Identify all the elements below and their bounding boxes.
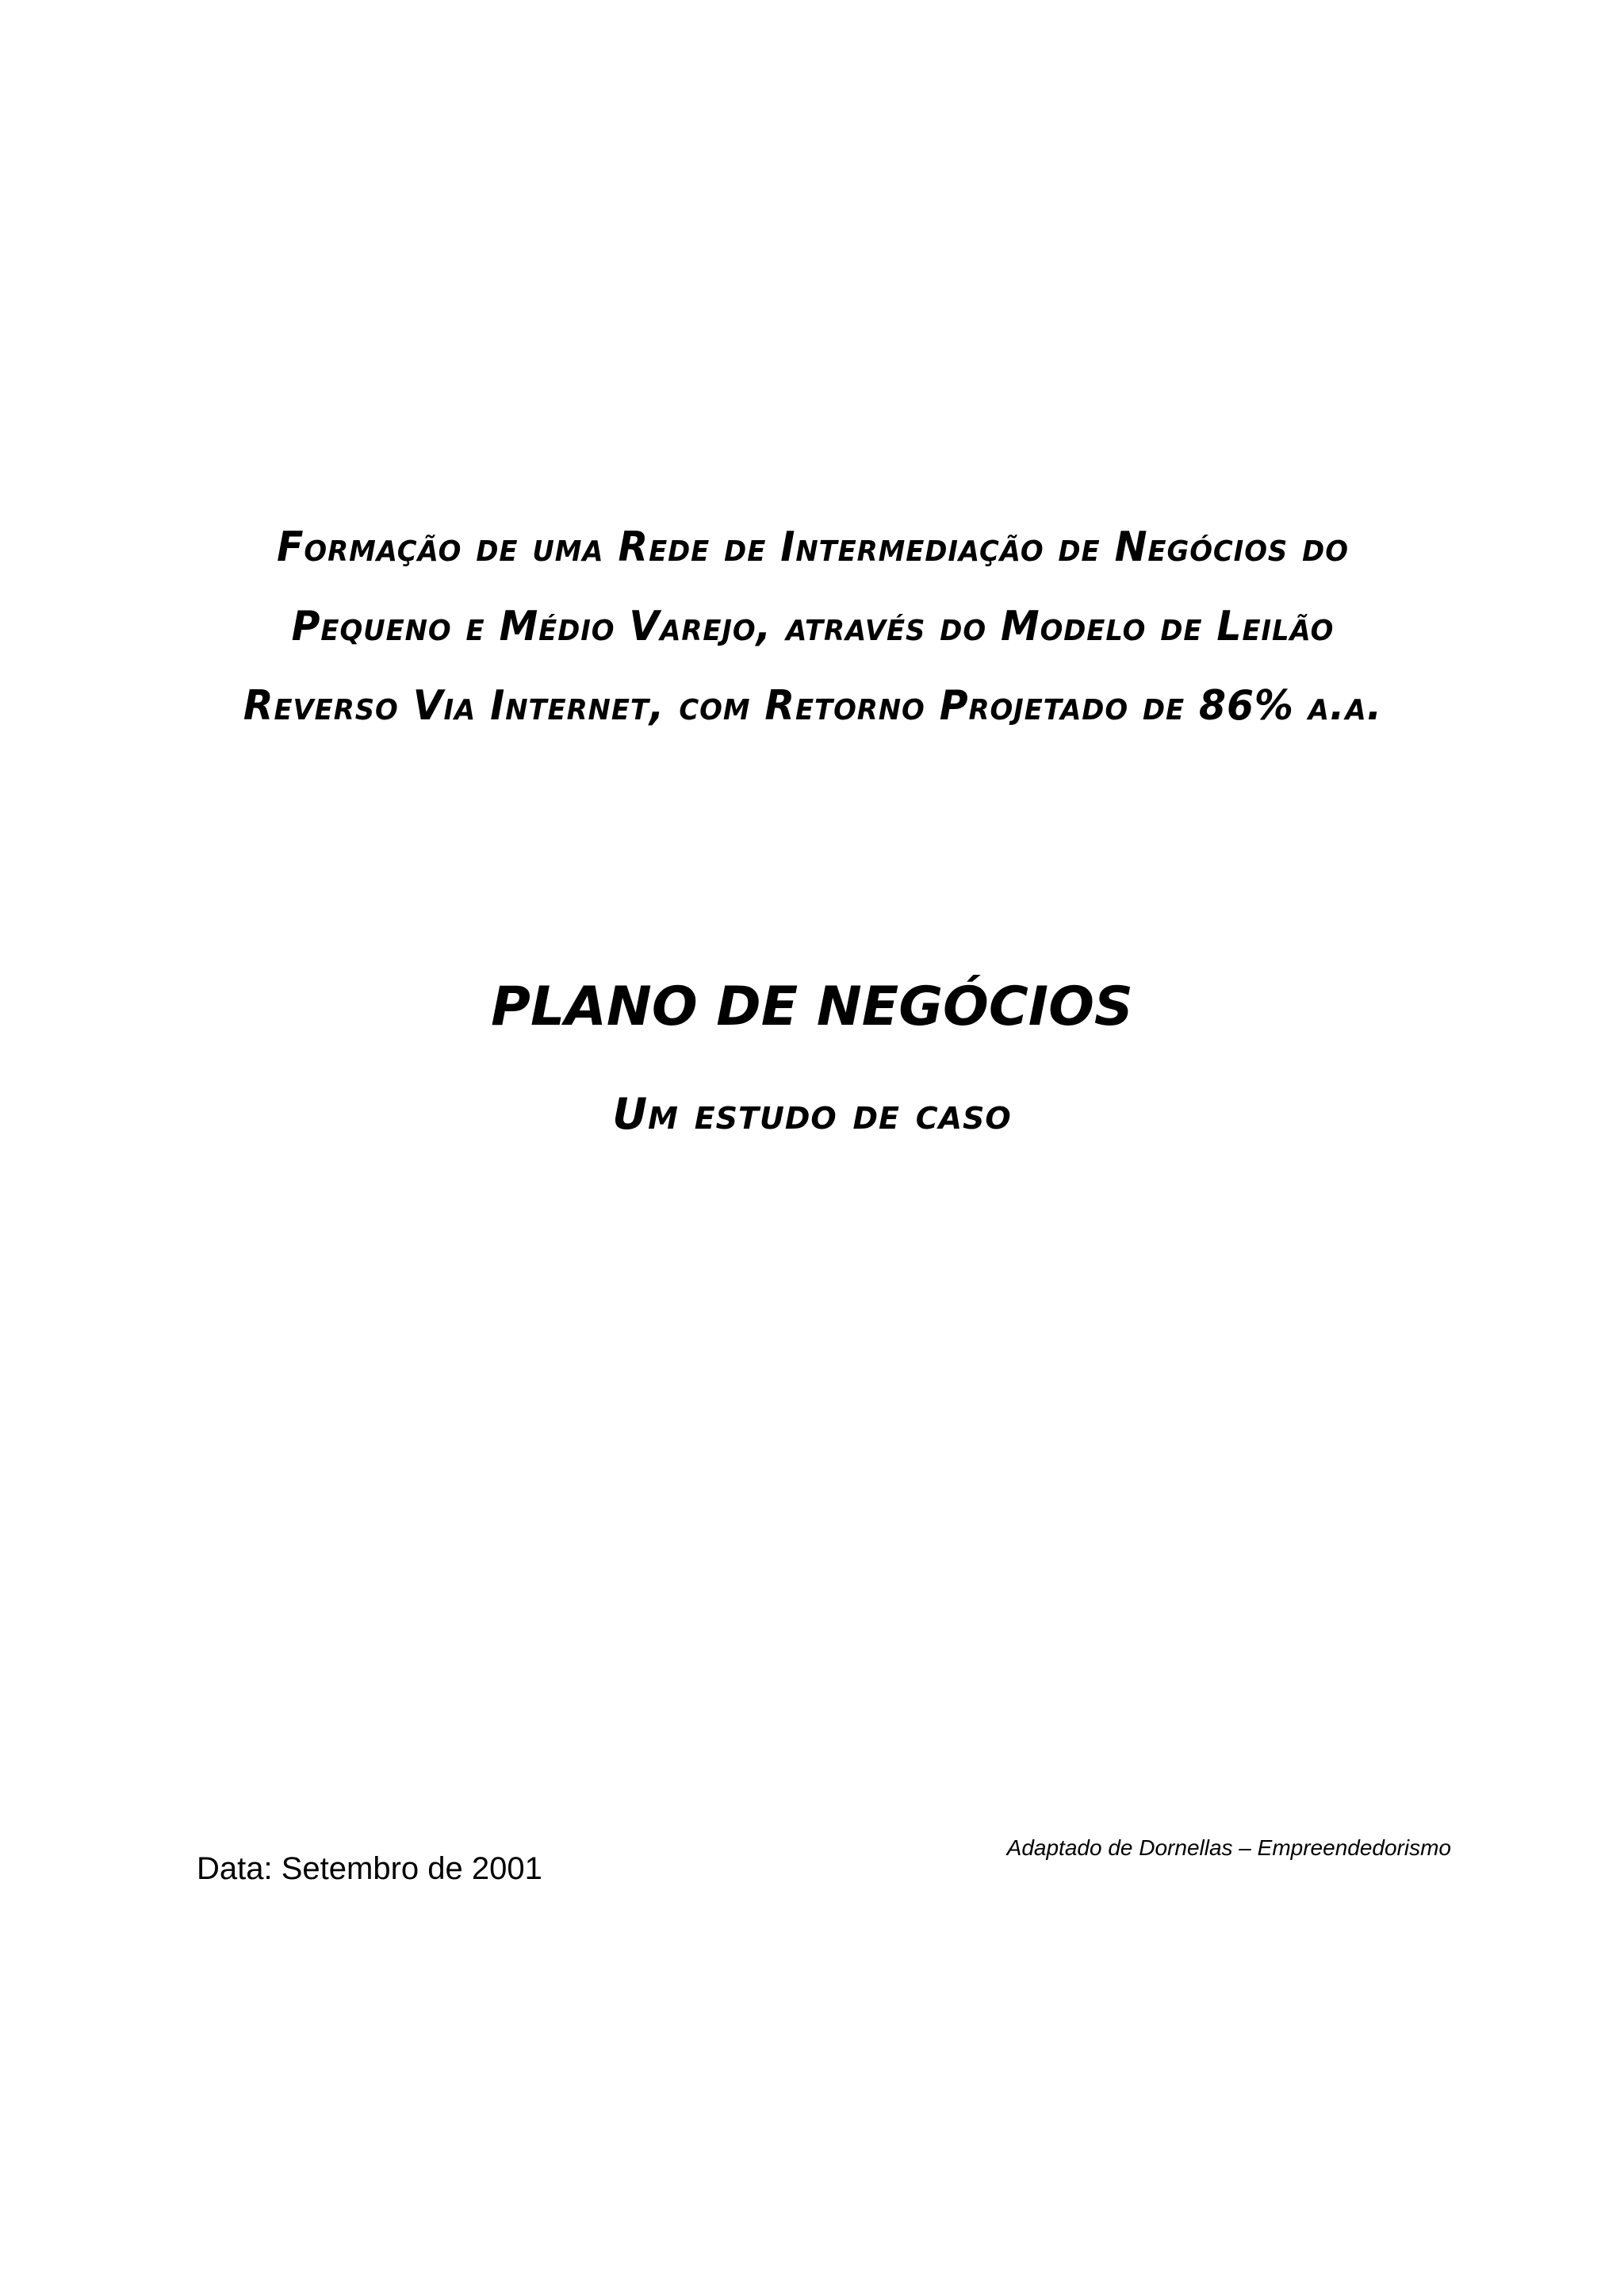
- subject-line-2: Pequeno e Médio Varejo, através do Modelo de Leilão: [291, 603, 1335, 650]
- subject-line-1: Formação de uma Rede de Intermediação de Negócios do: [277, 523, 1349, 571]
- document-title: PLANO DE NEGÓCIOS: [491, 976, 1133, 1038]
- document-subtitle: Um estudo de caso: [612, 1089, 1012, 1139]
- document-subject: [198, 508, 1427, 746]
- document-source-note: Adaptado de Dornellas – Empreendedorismo: [1006, 1835, 1451, 1860]
- document-date: Data: Setembro de 2001: [197, 1851, 542, 1886]
- subject-line-3: Reverso Via Internet, com Retorno Projetado de 86% a.a.: [243, 682, 1383, 730]
